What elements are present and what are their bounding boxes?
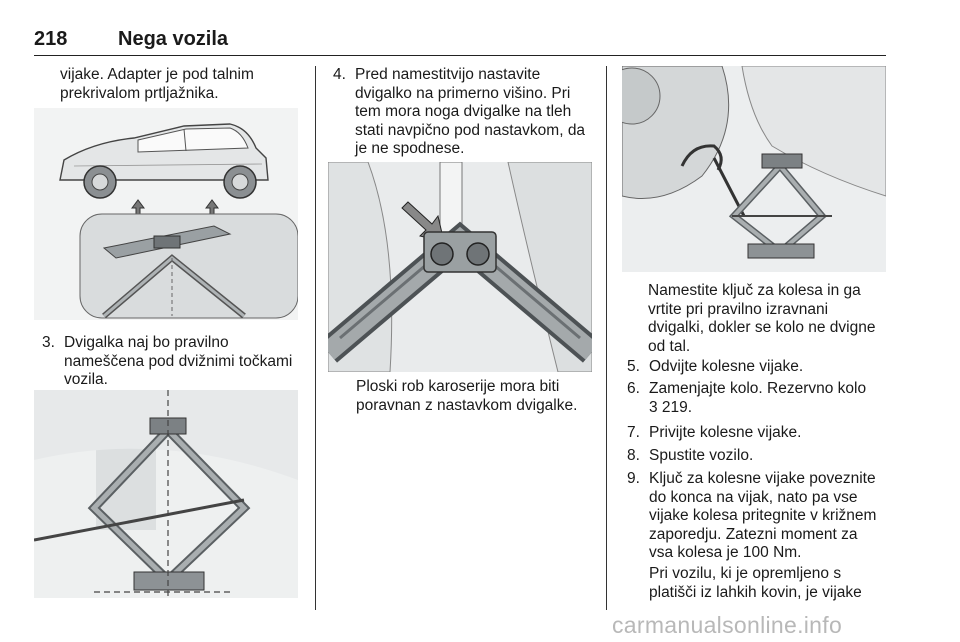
intro-line-1: vijake. Adapter je pod talnim <box>60 66 254 83</box>
car-lift-points-figure <box>34 108 298 320</box>
final-line-1: Pri vozilu, ki je opremljeno s <box>649 565 842 582</box>
step-7-number: 7. <box>627 424 640 441</box>
step-4-line-5: je ne spodnese. <box>355 140 465 158</box>
step-6-reference-link[interactable]: 3 219. <box>649 398 693 416</box>
step-7-text: Privijte kolesne vijake. <box>649 424 802 441</box>
column-divider-2 <box>606 66 607 610</box>
col2-caption-line-1: Ploski rob karoserije mora biti <box>356 378 560 395</box>
page-header <box>34 28 886 56</box>
jack-head-figure <box>328 162 592 372</box>
step-3-line-3: vozila. <box>64 371 108 389</box>
jack-alignment-figure <box>34 390 298 598</box>
step-6-line-1: Zamenjajte kolo. Rezervno kolo <box>649 380 867 397</box>
page-title: Nega vozila <box>118 28 229 50</box>
step-9-line-1: Ključ za kolesne vijake poveznite <box>649 470 876 487</box>
step-3-line-2: nameščena pod dvižnimi točkami <box>64 352 293 370</box>
car-lift-points-illustration <box>34 108 298 320</box>
col3-caption-line-2: vrtite pri pravilno izravnani <box>648 300 829 318</box>
step-9-line-4: zaporedju. Zatezni moment za <box>649 525 858 543</box>
intro-line-2: prekrivalom prtljažnika. <box>60 85 219 102</box>
step-5-number: 5. <box>627 358 640 375</box>
step-8-text: Spustite vozilo. <box>649 447 754 464</box>
step-3-line-1: Dvigalka naj bo pravilno <box>64 334 229 351</box>
step-4-line-1: Pred namestitvijo nastavite <box>355 66 541 83</box>
col3-caption-line-4: od tal. <box>648 337 691 355</box>
wheel-wrench-figure <box>622 66 886 272</box>
step-8-number: 8. <box>627 447 640 464</box>
column-divider-1 <box>315 66 316 610</box>
step-9-number: 9. <box>627 470 640 487</box>
col3-caption-line-1: Namestite ključ za kolesa in ga <box>648 282 861 299</box>
step-5-text: Odvijte kolesne vijake. <box>649 358 804 375</box>
step-9-line-2: do konca na vijak, nato pa vse <box>649 488 858 506</box>
jack-alignment-illustration <box>34 390 298 598</box>
final-line-2: platišči iz lahkih kovin, je vijake <box>649 583 862 601</box>
step-9-line-5: vsa kolesa je 100 Nm. <box>649 544 802 562</box>
wheel-wrench-illustration <box>622 66 886 272</box>
step-6-number: 6. <box>627 380 640 397</box>
page-number: 218 <box>34 28 68 50</box>
step-4-line-4: stati navpično pod nastavkom, da <box>355 121 586 139</box>
col2-caption-line-2: poravnan z nastavkom dvigalke. <box>356 396 578 414</box>
col3-caption-line-3: dvigalki, dokler se kolo ne dvigne <box>648 319 876 337</box>
jack-head-illustration <box>328 162 592 372</box>
footer-watermark: carmanualsonline.info <box>612 612 843 638</box>
step-9-line-3: vijake kolesa pritegnite v križnem <box>649 507 877 525</box>
step-4-line-3: tem mora noga dvigalke na tleh <box>355 103 572 121</box>
step-4-line-2: dvigalko na primerno višino. Pri <box>355 84 571 102</box>
step-4-number: 4. <box>333 66 346 83</box>
step-3-number: 3. <box>42 334 55 351</box>
